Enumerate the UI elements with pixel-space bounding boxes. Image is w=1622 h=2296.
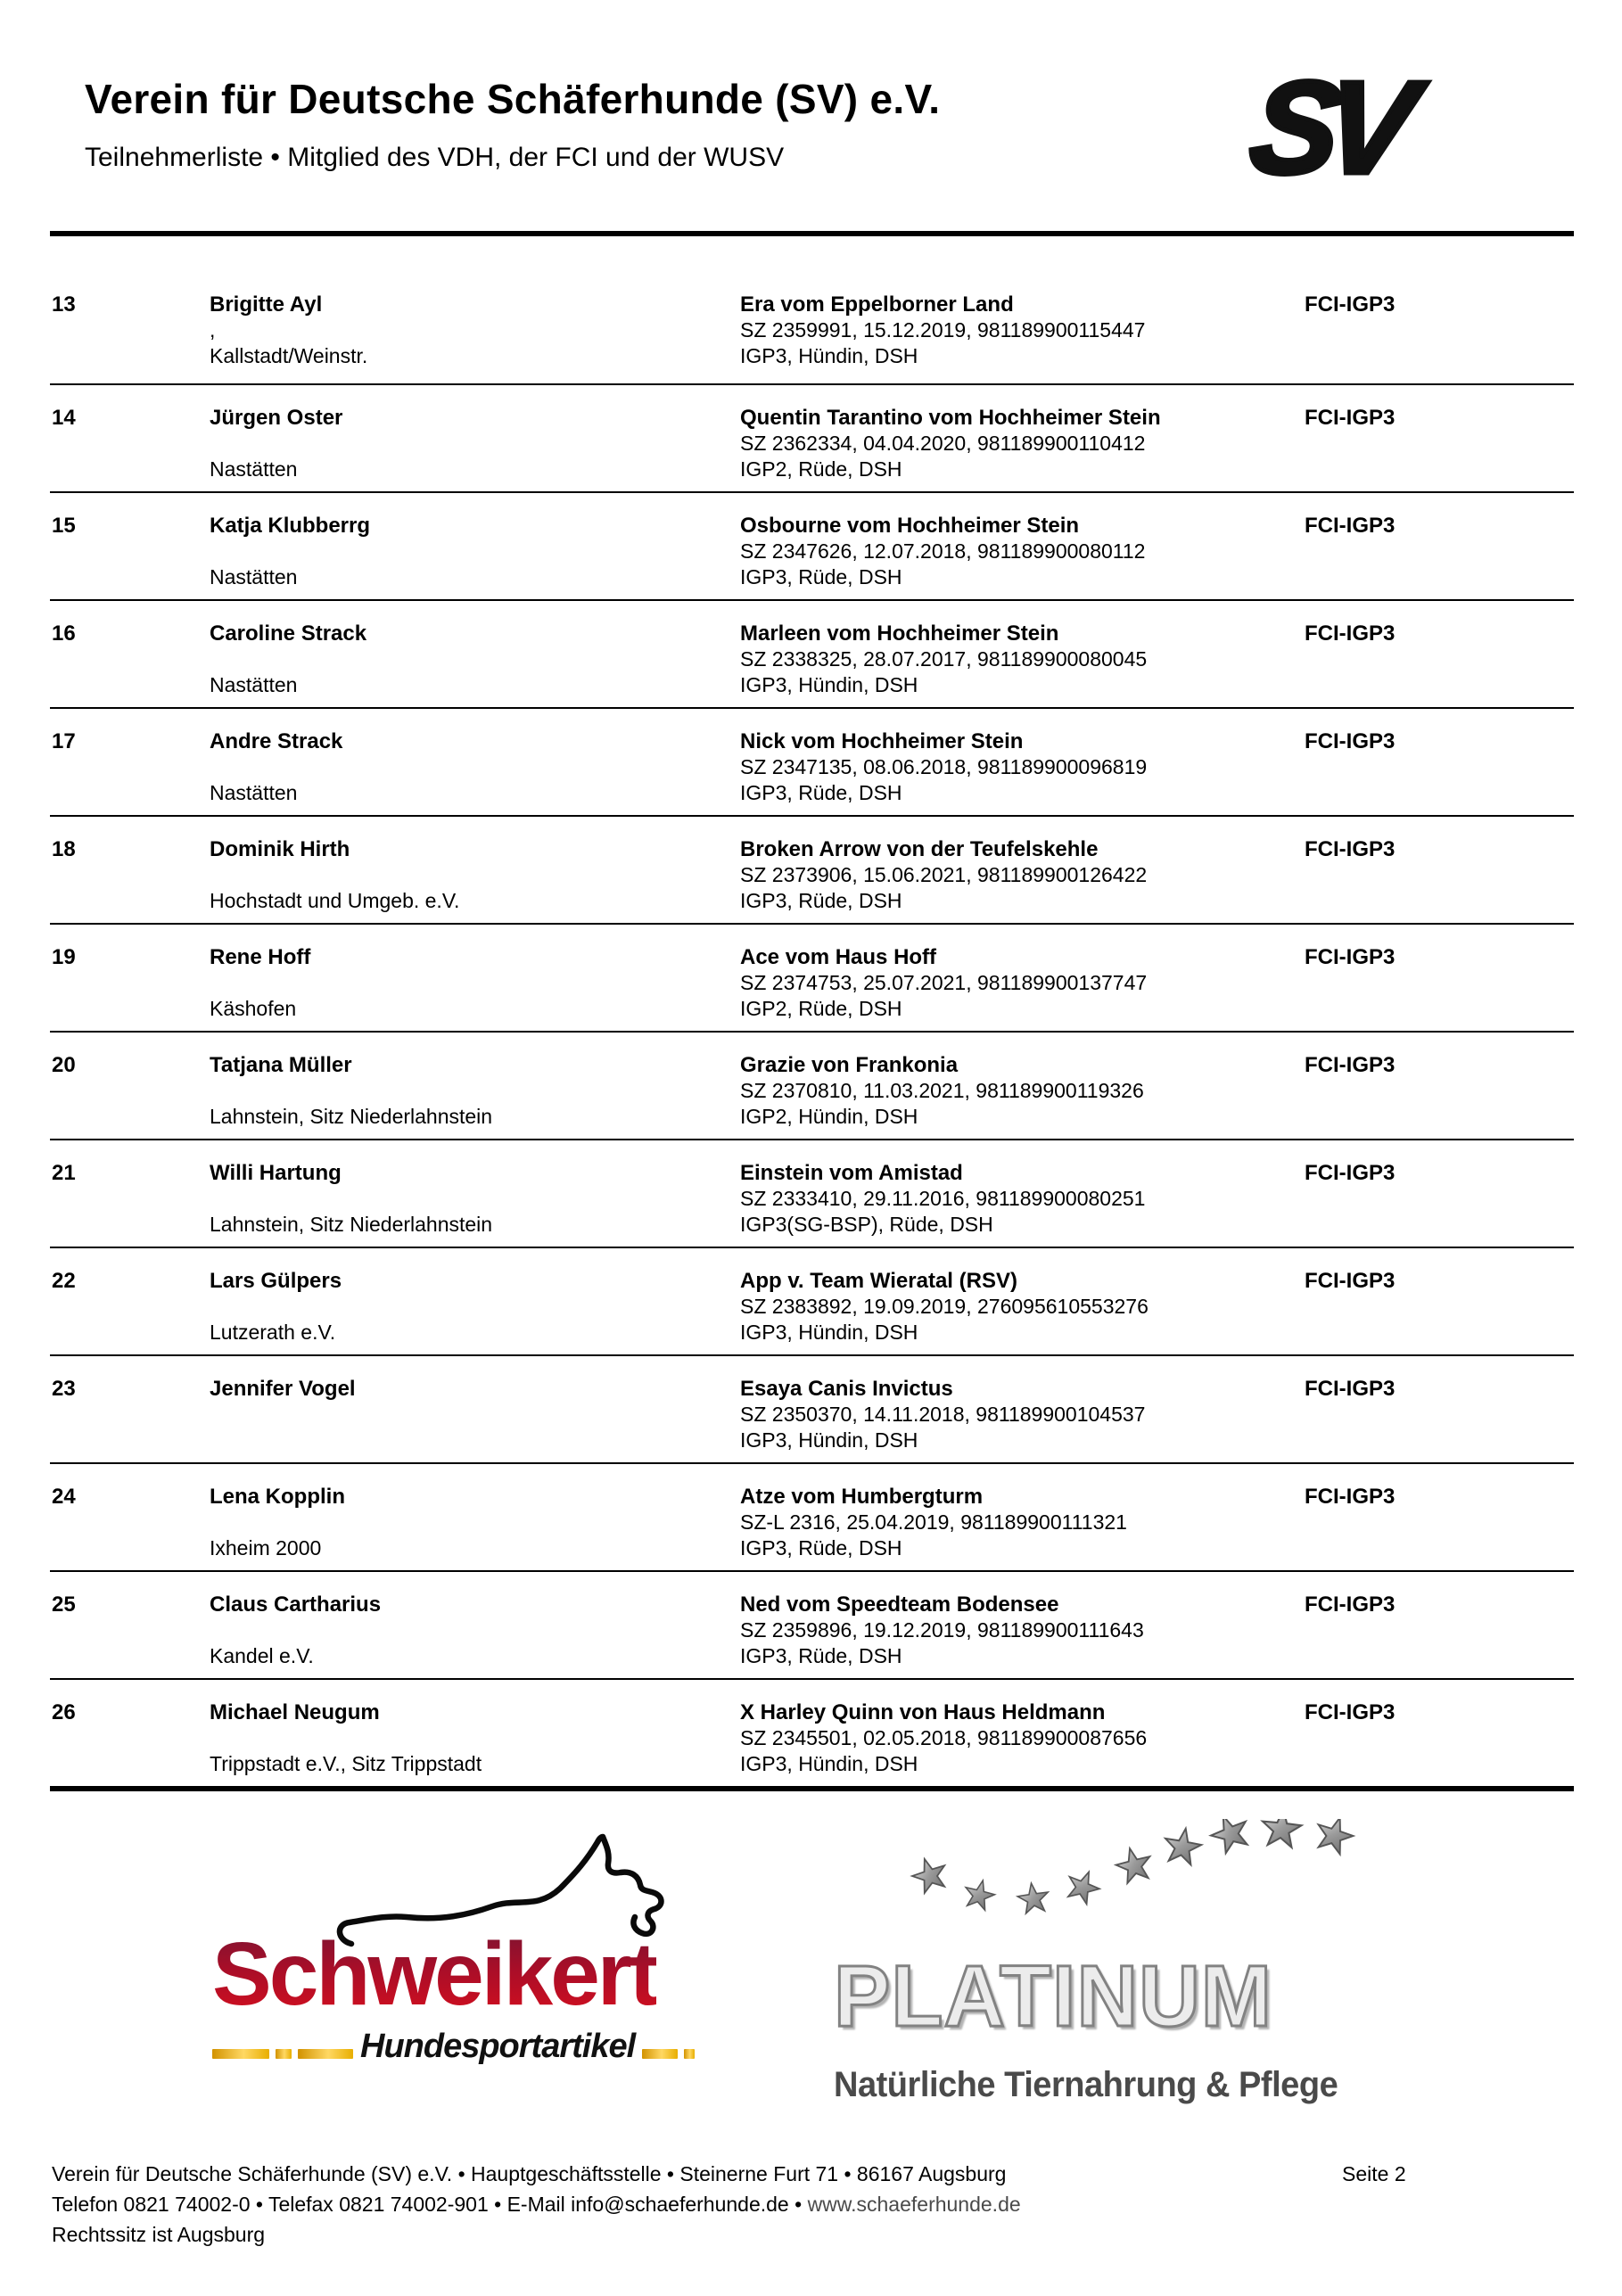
- table-row: [50, 1570, 1574, 1678]
- dog-name: Grazie von Frankonia: [740, 1053, 959, 1077]
- start-number: 21: [52, 1161, 76, 1185]
- dog-titles: IGP3, Hündin, DSH: [740, 1321, 918, 1344]
- handler-club: Nastätten: [210, 565, 298, 588]
- dog-titles: IGP3(SG-BSP), Rüde, DSH: [740, 1213, 993, 1236]
- dog-name: Era vom Eppelborner Land: [740, 292, 1014, 317]
- table-row: [50, 1031, 1574, 1139]
- dog-registration: SZ 2350370, 14.11.2018, 981189900104537: [740, 1403, 1146, 1426]
- dog-name: Marleen vom Hochheimer Stein: [740, 621, 1059, 646]
- page-title: Verein für Deutsche Schäferhunde (SV) e.V.: [85, 76, 941, 122]
- platinum-brand-text: PLATINUM: [834, 1947, 1272, 2045]
- competition-class: FCI-IGP3: [1305, 837, 1396, 861]
- start-number: 26: [52, 1700, 76, 1724]
- start-number: 17: [52, 729, 76, 753]
- dog-registration: SZ-L 2316, 25.04.2019, 981189900111321: [740, 1510, 1127, 1534]
- handler-name: Willi Hartung: [210, 1161, 342, 1185]
- competition-class: FCI-IGP3: [1305, 1269, 1396, 1293]
- dog-registration: SZ 2383892, 19.09.2019, 276095610553276: [740, 1295, 1149, 1318]
- competition-class: FCI-IGP3: [1305, 514, 1396, 538]
- handler-club: Kallstadt/Weinstr.: [210, 344, 368, 367]
- table-row: [50, 491, 1574, 599]
- handler-extra: [210, 1617, 740, 1643]
- handler-club: Lahnstein, Sitz Niederlahnstein: [210, 1105, 493, 1128]
- dog-registration: SZ 2333410, 29.11.2016, 981189900080251: [740, 1187, 1146, 1210]
- dog-registration: SZ 2374753, 25.07.2021, 981189900137747: [740, 971, 1148, 994]
- table-row: [50, 923, 1574, 1031]
- handler-name: Rene Hoff: [210, 945, 311, 969]
- handler-extra: [210, 1725, 740, 1751]
- table-row: [50, 599, 1574, 707]
- platinum-tagline: Natürliche Tiernahrung & Pflege: [834, 2065, 1338, 2104]
- start-number: 24: [52, 1485, 76, 1509]
- competition-class: FCI-IGP3: [1305, 729, 1396, 753]
- handler-extra: ,: [210, 318, 216, 342]
- competition-class: FCI-IGP3: [1305, 1485, 1396, 1509]
- schweikert-logo: [212, 1830, 716, 2066]
- dog-titles: IGP3, Hündin, DSH: [740, 1752, 918, 1775]
- handler-name: Dominik Hirth: [210, 837, 350, 861]
- handler-club: Käshofen: [210, 997, 297, 1020]
- handler-club: Hochstadt und Umgeb. e.V.: [210, 889, 460, 912]
- competition-class: FCI-IGP3: [1305, 1053, 1396, 1077]
- start-number: 16: [52, 621, 76, 646]
- handler-extra: [210, 862, 740, 888]
- handler-name: Jennifer Vogel: [210, 1377, 356, 1401]
- sv-logo: SV: [1242, 54, 1409, 202]
- handler-extra: [210, 1078, 740, 1104]
- handler-extra: [210, 539, 740, 564]
- table-row: [50, 236, 1574, 383]
- table-row: [50, 1247, 1574, 1354]
- start-number: 23: [52, 1377, 76, 1401]
- dog-registration: SZ 2359896, 19.12.2019, 981189900111643: [740, 1618, 1144, 1642]
- dog-titles: IGP3, Rüde, DSH: [740, 1644, 902, 1667]
- start-number: 13: [52, 292, 76, 317]
- dog-name: Nick vom Hochheimer Stein: [740, 729, 1024, 753]
- handler-club: Ixheim 2000: [210, 1536, 322, 1559]
- handler-extra: [210, 1510, 740, 1535]
- start-number: 19: [52, 945, 76, 969]
- handler-extra: [210, 431, 740, 457]
- handler-club: Nastätten: [210, 457, 298, 481]
- start-number: 14: [52, 406, 76, 430]
- start-number: 25: [52, 1592, 76, 1617]
- dog-name: Broken Arrow von der Teufelskehle: [740, 837, 1099, 861]
- handler-name: Claus Cartharius: [210, 1592, 382, 1617]
- handler-extra: [210, 754, 740, 780]
- competition-class: FCI-IGP3: [1305, 292, 1396, 317]
- table-row: [50, 383, 1574, 491]
- dog-titles: IGP3, Rüde, DSH: [740, 781, 902, 804]
- competition-class: FCI-IGP3: [1305, 1700, 1396, 1724]
- dog-titles: IGP3, Rüde, DSH: [740, 889, 902, 912]
- start-number: 15: [52, 514, 76, 538]
- start-number: 20: [52, 1053, 76, 1077]
- handler-extra: [210, 646, 740, 672]
- handler-club: Trippstadt e.V., Sitz Trippstadt: [210, 1752, 482, 1775]
- dog-titles: IGP3, Rüde, DSH: [740, 565, 902, 588]
- handler-name: Michael Neugum: [210, 1700, 380, 1724]
- participant-table: [50, 231, 1574, 1791]
- handler-extra: [210, 1294, 740, 1320]
- handler-club: Lutzerath e.V.: [210, 1321, 336, 1344]
- handler-extra: [210, 970, 740, 996]
- handler-name: Brigitte Ayl: [210, 292, 323, 317]
- handler-extra: [210, 1402, 740, 1428]
- dog-name: Ace vom Haus Hoff: [740, 945, 937, 969]
- dog-registration: SZ 2347626, 12.07.2018, 981189900080112: [740, 539, 1146, 563]
- table-row: [50, 1139, 1574, 1247]
- footer-contact-line: [52, 2189, 1021, 2219]
- table-row: [50, 1678, 1574, 1786]
- dog-name: Ned vom Speedteam Bodensee: [740, 1592, 1059, 1617]
- dog-registration: SZ 2359991, 15.12.2019, 981189900115447: [740, 318, 1146, 342]
- stars-arc-icon: [834, 1819, 1360, 1948]
- handler-name: Tatjana Müller: [210, 1053, 352, 1077]
- competition-class: FCI-IGP3: [1305, 1161, 1396, 1185]
- dog-titles: IGP3, Hündin, DSH: [740, 673, 918, 696]
- handler-club: Lahnstein, Sitz Niederlahnstein: [210, 1213, 493, 1236]
- footer-address-line: Verein für Deutsche Schäferhunde (SV) e.V. • Hauptgeschäftsstelle • Steinerne Furt 71 • 86167 Augsburg: [52, 2162, 1007, 2185]
- schweikert-tagline: Hundesportartikel: [360, 2028, 636, 2065]
- gold-dashes-right: [642, 2049, 695, 2059]
- dog-name: Atze vom Humbergturm: [740, 1485, 984, 1509]
- dog-registration: SZ 2362334, 04.04.2020, 981189900110412: [740, 432, 1146, 455]
- handler-name: Jürgen Oster: [210, 406, 343, 430]
- start-number: 22: [52, 1269, 76, 1293]
- handler-club: Kandel e.V.: [210, 1644, 314, 1667]
- schweikert-brand-text: Schweikert: [212, 1924, 657, 2024]
- platinum-logo: [834, 1819, 1360, 2113]
- footer: [52, 2159, 1021, 2250]
- handler-name: Andre Strack: [210, 729, 343, 753]
- dog-registration: SZ 2373906, 15.06.2021, 981189900126422: [740, 863, 1148, 886]
- dog-name: Esaya Canis Invictus: [740, 1377, 953, 1401]
- handler-name: Katja Klubberrg: [210, 514, 371, 538]
- table-row: [50, 815, 1574, 923]
- dog-titles: IGP2, Rüde, DSH: [740, 997, 902, 1020]
- competition-class: FCI-IGP3: [1305, 1377, 1396, 1401]
- handler-name: Caroline Strack: [210, 621, 367, 646]
- dog-name: X Harley Quinn von Haus Heldmann: [740, 1700, 1106, 1724]
- footer-website-link[interactable]: www.schaeferhunde.de: [807, 2193, 1021, 2216]
- competition-class: FCI-IGP3: [1305, 945, 1396, 969]
- footer-legal-line: Rechtssitz ist Augsburg: [52, 2223, 266, 2246]
- table-row: [50, 1462, 1574, 1570]
- dog-titles: IGP2, Rüde, DSH: [740, 457, 902, 481]
- handler-name: Lena Kopplin: [210, 1485, 345, 1509]
- dog-registration: SZ 2370810, 11.03.2021, 981189900119326: [740, 1079, 1144, 1102]
- page-subtitle: Teilnehmerliste • Mitglied des VDH, der FCI und der WUSV: [85, 143, 785, 172]
- handler-club: Nastätten: [210, 781, 298, 804]
- dog-name: Quentin Tarantino vom Hochheimer Stein: [740, 406, 1161, 430]
- table-row: [50, 1354, 1574, 1462]
- dog-name: Einstein vom Amistad: [740, 1161, 963, 1185]
- dog-titles: IGP3, Hündin, DSH: [740, 1428, 918, 1452]
- handler-club: [210, 1428, 740, 1453]
- dog-registration: SZ 2338325, 28.07.2017, 981189900080045: [740, 647, 1148, 671]
- handler-club: Nastätten: [210, 673, 298, 696]
- gold-dashes-left: [212, 2049, 353, 2059]
- handler-extra: [210, 1186, 740, 1212]
- dog-titles: IGP3, Rüde, DSH: [740, 1536, 902, 1559]
- competition-class: FCI-IGP3: [1305, 406, 1396, 430]
- dog-titles: IGP2, Hündin, DSH: [740, 1105, 918, 1128]
- table-row: [50, 707, 1574, 815]
- dog-titles: IGP3, Hündin, DSH: [740, 344, 918, 367]
- dog-name: Osbourne vom Hochheimer Stein: [740, 514, 1080, 538]
- dog-registration: SZ 2345501, 02.05.2018, 981189900087656: [740, 1726, 1148, 1749]
- page-number: Seite 2: [1342, 2162, 1406, 2185]
- start-number: 18: [52, 837, 76, 861]
- dog-registration: SZ 2347135, 08.06.2018, 981189900096819: [740, 755, 1148, 778]
- footer-contact-text: Telefon 0821 74002-0 • Telefax 0821 74002-901 • E-Mail info@schaeferhunde.de •: [52, 2193, 808, 2216]
- competition-class: FCI-IGP3: [1305, 621, 1396, 646]
- dog-name: App v. Team Wieratal (RSV): [740, 1269, 1017, 1293]
- handler-name: Lars Gülpers: [210, 1269, 342, 1293]
- competition-class: FCI-IGP3: [1305, 1592, 1396, 1617]
